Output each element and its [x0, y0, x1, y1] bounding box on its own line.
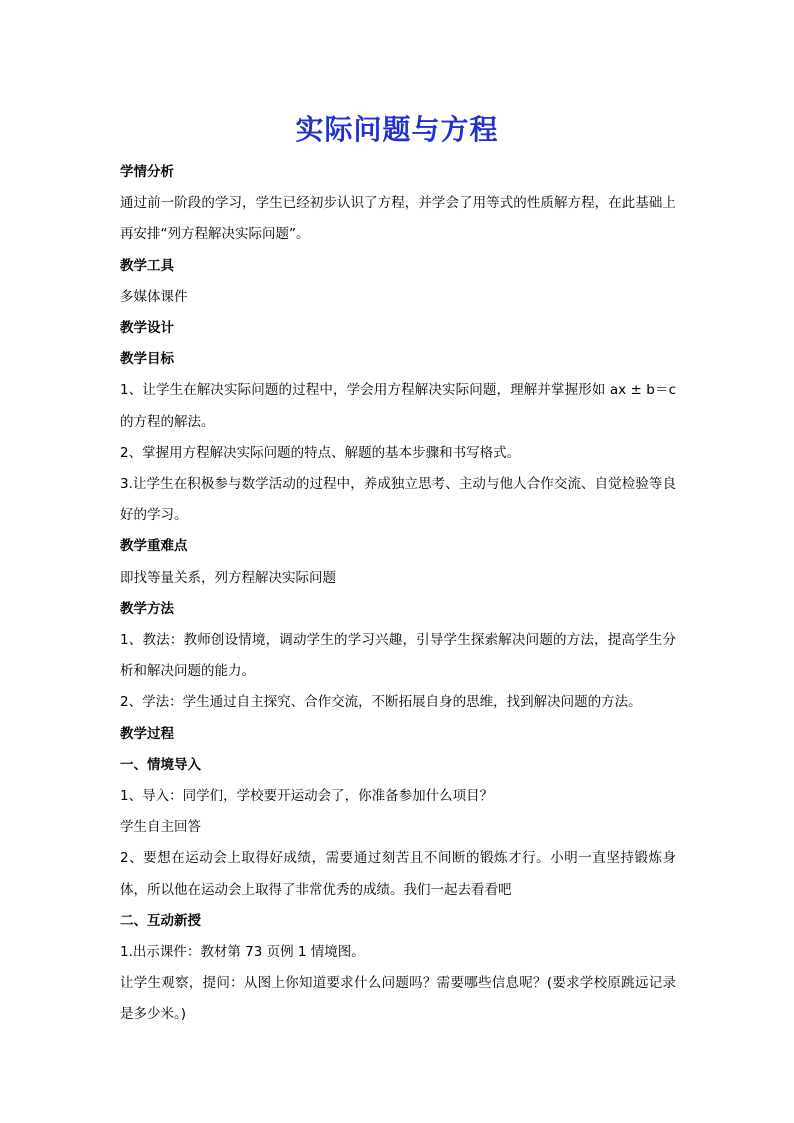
paragraph: 学生自主回答: [120, 819, 201, 836]
paragraph: 1、教法：教师创设情境，调动学生的学习兴趣，引导学生探索解决问题的方法，提高学生分析和解决问题的能力。: [120, 632, 676, 680]
section-heading: 教学过程: [120, 725, 174, 742]
paragraph: 1、导入：同学们，学校要开运动会了，你准备参加什么项目？: [120, 788, 494, 805]
section-heading: 教学目标: [120, 351, 174, 368]
section-heading: 一、情境导入: [120, 756, 201, 773]
paragraph: 2、掌握用方程解决实际问题的特点、解题的基本步骤和书写格式。: [120, 444, 521, 461]
section-heading: 教学设计: [120, 320, 174, 337]
paragraph: 2、学法：学生通过自主探究、合作交流，不断拓展自身的思维，找到解决问题的方法。: [120, 694, 642, 711]
paragraph: 2、要想在运动会上取得好成绩，需要通过刻苦且不间断的锻炼才行。小明一直坚持锻炼身体，所以他在运动会上取得了非常优秀的成绩。我们一起去看看吧: [120, 850, 676, 898]
section-heading: 学情分析: [120, 164, 174, 180]
paragraph: 多媒体课件: [120, 288, 188, 305]
document-body: [120, 157, 676, 1031]
paragraph: 让学生观察，提问：从图上你知道要求什么问题吗？需要哪些信息呢？(要求学校原跳远记录是多少米。): [120, 975, 676, 1023]
section-heading: 二、互动新授: [120, 912, 201, 929]
paragraph: 即找等量关系，列方程解决实际问题: [120, 569, 336, 586]
section-heading: 教学工具: [120, 257, 174, 274]
paragraph: 1、让学生在解决实际问题的过程中，学会用方程解决实际问题，理解并掌握形如 ax ± b＝c 的方程的解法。: [120, 382, 676, 430]
paragraph: 3.让学生在积极参与数学活动的过程中，养成独立思考、主动与他人合作交流、自觉检验等良好的学习。: [120, 476, 676, 524]
paragraph: 1.出示课件：教材第 73 页例 1 情境图。: [120, 944, 365, 961]
document-title: 实际问题与方程: [295, 113, 499, 146]
section-heading: 教学方法: [120, 600, 174, 617]
paragraph: 通过前一阶段的学习，学生已经初步认识了方程，并学会了用等式的性质解方程，在此基础上再安排“列方程解决实际问题”。: [120, 195, 676, 243]
section-heading: 教学重难点: [120, 538, 188, 555]
